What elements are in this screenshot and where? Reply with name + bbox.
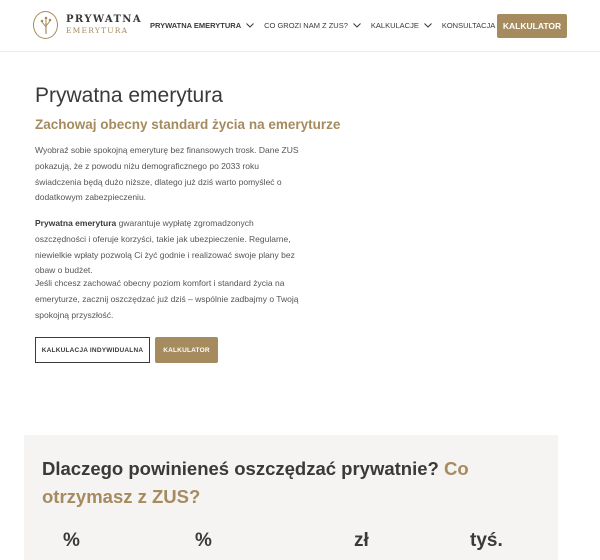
intro-paragraph: Wyobraź sobie spokojną emeryturę bez finansowych trosk. Dane ZUS pokazują, że z powodu niżu demograficznego po 2033 roku świadczenia będą dużo niższe, dlatego już dziś warto pomyśleć o dodatkowym zabezpieczeniu.	[35, 145, 299, 203]
nav-item-label: KONSULTACJA	[441, 21, 496, 30]
chevron-down-icon	[353, 23, 361, 28]
page-subtitle: Zachowaj obecny standard życia na emeryturze	[35, 117, 341, 132]
brand-name-line2: EMERYTURA	[66, 26, 129, 35]
chevron-down-icon	[246, 23, 254, 28]
page-title: Prywatna emerytura	[35, 84, 223, 107]
kalkulator-button[interactable]: KALKULATOR	[155, 337, 218, 363]
section-title-main: Dlaczego powinieneś oszczędzać prywatnie?	[42, 458, 439, 479]
nav-item-kalkulacje[interactable]	[371, 21, 432, 30]
chevron-down-icon	[424, 23, 432, 28]
tree-icon	[33, 11, 58, 39]
section-title	[42, 455, 542, 511]
stat-unit-percent: %	[63, 530, 80, 551]
stat-unit-thousands: tyś.	[470, 530, 503, 551]
stat-unit-percent: %	[195, 530, 212, 551]
brand-logo[interactable]	[33, 11, 142, 39]
section-title-highlight: Co otrzymasz z ZUS?	[42, 458, 469, 507]
benefits-paragraph-bold: Prywatna emerytura	[35, 218, 117, 228]
main-nav	[150, 21, 505, 30]
site-header	[0, 0, 600, 52]
why-save-section	[24, 435, 558, 560]
benefits-paragraph-text: gwarantuje wypłatę zgromadzonych oszczędności i oferuje korzyści, takie jak ubezpieczenie. Regularne, niewielkie wpłaty pozwolą Ci żyć godnie i realizować swoje plany bez obaw o budżet.	[35, 218, 295, 276]
nav-item-label: KALKULACJE	[370, 21, 419, 30]
kalkulator-nav-button[interactable]: KALKULATOR	[497, 14, 567, 38]
nav-item-label: CO GROZI NAM Z ZUS?	[264, 21, 348, 30]
stat-unit-currency: zł	[354, 530, 369, 551]
benefits-paragraph	[35, 216, 305, 279]
kalkulacja-indywidualna-button[interactable]: KALKULACJA INDYWIDUALNA	[35, 337, 150, 363]
brand-name-line1: PRYWATNA	[66, 14, 143, 25]
cta-paragraph: Jeśli chcesz zachować obecny poziom komfort i standard życia na emeryturze, zacznij oszczędzać już dziś – wspólnie zadbajmy o Twoją spokojną przyszłość.	[35, 278, 299, 320]
nav-item-label: PRYWATNA EMERYTURA	[150, 21, 242, 30]
nav-item-konsultacja[interactable]	[442, 21, 495, 30]
nav-item-prywatna-emerytura[interactable]	[150, 21, 254, 30]
nav-item-co-grozi-nam-z-zus[interactable]	[264, 21, 361, 30]
